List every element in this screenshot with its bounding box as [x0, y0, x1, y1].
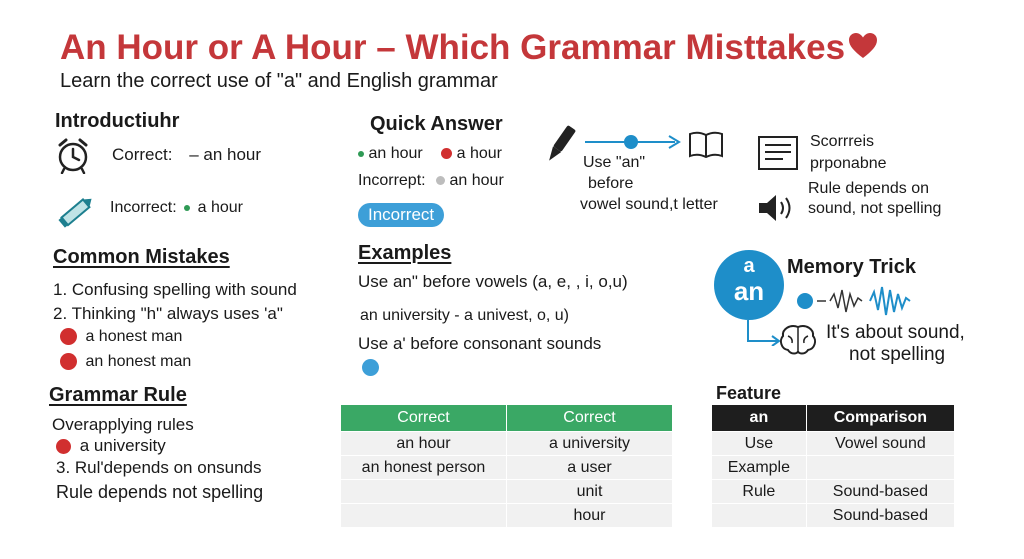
grammar-rule-line-4: Rule depends not spelling [56, 482, 264, 502]
table-cell: an hour [341, 432, 507, 456]
table-row [712, 432, 955, 456]
intro-correct-row [112, 145, 261, 165]
brain-icon [778, 323, 818, 357]
red-dot [60, 353, 77, 370]
pen-icon [540, 122, 580, 168]
green-dot [184, 205, 190, 211]
table-header-row [341, 405, 673, 432]
correct-table [340, 404, 673, 528]
intro-incorrect-row [110, 199, 243, 217]
incorrect-pill: Incorrect [358, 203, 444, 227]
table-row [341, 432, 673, 456]
alarm-clock-icon [55, 136, 91, 174]
side-info-line-4: sound, not spelling [808, 200, 942, 217]
grey-dot [436, 176, 445, 185]
memory-trick-heading: Memory Trick [787, 256, 916, 278]
quick-answer-option-1: an hour [368, 145, 423, 162]
side-info-line-3: Rule depends on [808, 180, 929, 197]
table-cell: a university [507, 432, 673, 456]
table-header: Correct [507, 405, 673, 432]
examples-line-2: an university - a univest, o, u) [360, 307, 569, 324]
table-cell: Rule [712, 480, 807, 504]
pencil-icon [57, 192, 97, 230]
flow-line-1: Use "an" [583, 154, 646, 171]
table-cell [341, 504, 507, 528]
quick-answer-option-2: a hour [456, 145, 502, 162]
blue-dot [362, 359, 379, 376]
table-cell: Vowel sound [806, 432, 954, 456]
table-row [341, 456, 673, 480]
intro-incorrect-value: a hour [197, 199, 243, 216]
page-subtitle: Learn the correct use of "a" and English grammar [60, 70, 498, 92]
flow-line-3: vowel sound,t letter [580, 196, 718, 213]
table-row [341, 480, 673, 504]
feature-table [711, 404, 955, 528]
grammar-rule-heading: Grammar Rule [49, 384, 187, 406]
table-cell [341, 480, 507, 504]
table-cell: Sound-based [806, 504, 954, 528]
side-info-line-1: Scorrreis [810, 133, 875, 150]
grammar-rule-line-1: Overapplying rules [52, 415, 194, 434]
feature-caption: Feature [716, 383, 782, 403]
book-icon [688, 130, 724, 158]
intro-correct-label: Correct: [112, 145, 173, 164]
grammar-rule-line-3: 3. Rul'depends on onsunds [56, 458, 262, 477]
introduction-heading: Introductiuhr [55, 110, 180, 132]
table-cell: Sound-based [806, 480, 954, 504]
quick-answer-incorrect-value: an hour [449, 172, 504, 189]
table-header: Correct [341, 405, 507, 432]
mistake-item-2: 2. Thinking "h" always uses 'a" [53, 304, 283, 323]
table-header-row [712, 405, 955, 432]
mistake-example-2-text: an honest man [85, 353, 192, 370]
table-cell: unit [507, 480, 673, 504]
red-dot [56, 439, 71, 454]
flow-line-2: before [588, 175, 634, 192]
grammar-rule-line-2 [56, 436, 166, 456]
table-header: Comparison [806, 405, 954, 432]
table-row [712, 456, 955, 480]
page-title: An Hour or A Hour – Which Grammar Misttakes [60, 28, 846, 67]
green-dot [358, 151, 364, 157]
table-cell: a user [507, 456, 673, 480]
mistake-example-2 [60, 353, 191, 371]
mistake-example-1-text: a honest man [85, 328, 183, 345]
document-icon [757, 135, 799, 171]
table-cell: Example [712, 456, 807, 480]
mistake-item-1: 1. Confusing spelling with sound [53, 280, 297, 299]
examples-heading: Examples [358, 242, 452, 264]
memory-trick-line-1: It's about sound, [826, 322, 965, 343]
side-info-line-2: prponabne [810, 155, 887, 172]
quick-answer-heading: Quick Answer [370, 113, 503, 135]
mistake-example-1 [60, 328, 182, 346]
table-cell: Use [712, 432, 807, 456]
table-row [712, 480, 955, 504]
quick-answer-incorrect-label: Incorrept: [358, 172, 426, 189]
quick-answer-options [358, 145, 502, 163]
memory-trick-line-2: not spelling [849, 344, 946, 365]
examples-line-3: Use a' before consonant sounds [358, 334, 602, 353]
grammar-rule-line-2-text: a university [79, 436, 166, 455]
common-mistakes-heading: Common Mistakes [53, 246, 230, 268]
table-cell [806, 456, 954, 480]
red-dot [60, 328, 77, 345]
table-row [341, 504, 673, 528]
intro-correct-value: – an hour [189, 145, 262, 164]
table-cell: an honest person [341, 456, 507, 480]
intro-incorrect-label: Incorrect: [110, 199, 177, 216]
red-dot [441, 148, 452, 159]
badge-bottom: an [733, 276, 765, 306]
table-cell: hour [507, 504, 673, 528]
table-header: an [712, 405, 807, 432]
table-row [712, 504, 955, 528]
table-cell [712, 504, 807, 528]
arrow-connector [585, 130, 685, 154]
examples-line-1: Use an" before vowels (a, e, , i, o,u) [358, 272, 628, 291]
badge-top: a [743, 255, 755, 277]
heart-icon [848, 32, 878, 60]
speaker-icon [757, 192, 797, 224]
quick-answer-incorrect [358, 172, 504, 190]
